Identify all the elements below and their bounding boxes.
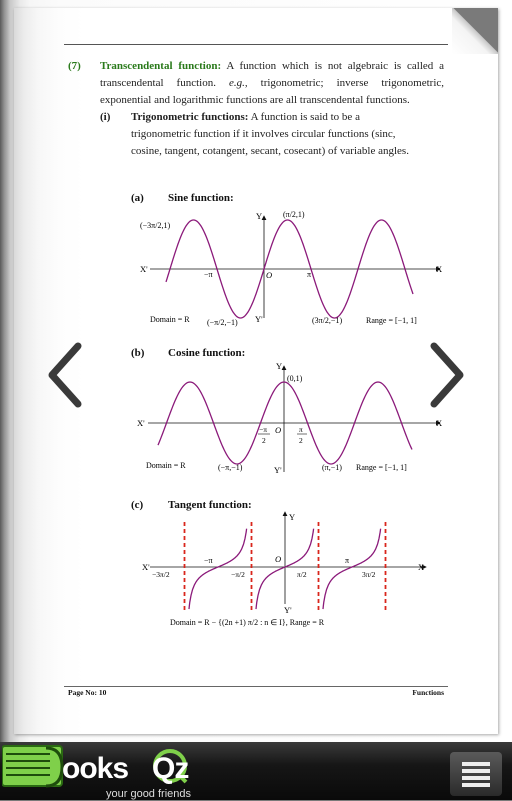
subsection-number: (i): [100, 111, 111, 123]
next-page-button[interactable]: [424, 340, 468, 410]
cosine-point-min-neg: (−π,−1): [218, 463, 243, 472]
cosine-tick-neg-den: 2: [262, 436, 266, 445]
prev-page-button[interactable]: [44, 340, 88, 410]
tangent-title: Tangent function:: [168, 499, 252, 511]
sine-point-min-2: (3π/2,−1): [312, 316, 343, 325]
menu-button[interactable]: [450, 752, 502, 796]
sine-x-neg-label: X': [140, 264, 148, 274]
tangent-graph: [142, 512, 426, 627]
tangent-caption: Domain = R − {(2n +1) π/2 : n ∈ I}, Range = R: [170, 618, 325, 627]
section-title: Transcendental function:: [100, 60, 222, 72]
subsection-title: Trigonometric functions:: [131, 111, 249, 123]
tangent-tick-neg-pi2: −π/2: [231, 570, 245, 579]
sine-label: (a): [131, 192, 144, 204]
cosine-point-min-pos: (π,−1): [322, 463, 342, 472]
cosine-graph: [137, 361, 442, 475]
cosine-title: Cosine function:: [168, 347, 246, 359]
sine-tick-neg-pi: −π: [204, 270, 213, 279]
cosine-point-max: (0,1): [287, 374, 303, 383]
tangent-tick-pi2: π/2: [297, 570, 307, 579]
tangent-y-neg-label: Y': [284, 605, 292, 615]
sine-point-max: (π/2,1): [283, 210, 305, 219]
section-number: (7): [68, 60, 81, 72]
footer-chapter: Functions: [412, 688, 444, 697]
sine-graph: [140, 210, 442, 327]
logo-tagline: your good friends: [106, 788, 191, 800]
sine-domain: Domain = R: [150, 315, 190, 324]
cosine-origin-label: O: [275, 425, 282, 435]
tangent-tick-3pi2: 3π/2: [362, 570, 376, 579]
cosine-label: (b): [131, 347, 145, 359]
logo-wordmark: [62, 752, 188, 786]
tangent-branch: [189, 529, 247, 609]
subsection-line-1-rest: A function is said to be a: [250, 111, 360, 123]
sine-y-label: Y: [256, 211, 263, 221]
tangent-label: (c): [131, 499, 144, 511]
tangent-origin-label: O: [275, 554, 282, 564]
section-line-2-eg: e.g.,: [228, 77, 248, 89]
logo-word-2: Qz: [152, 752, 189, 785]
sine-point-min: (−π/2,−1): [207, 318, 238, 327]
cosine-range: Range = [−1, 1]: [356, 463, 407, 472]
cosine-y-neg-label: Y': [274, 465, 282, 475]
section-line-1-rest: A function which is not algebraic is called a: [226, 60, 444, 72]
tangent-tick-pi: π: [345, 556, 350, 565]
subsection-line-2: trigonometric function if it involves circular functions (sinc,: [131, 128, 396, 140]
footer-rule: [64, 686, 448, 687]
cosine-domain: Domain = R: [146, 461, 186, 470]
tangent-branch: [323, 529, 381, 609]
cosine-tick-neg-num: −π: [259, 425, 268, 434]
sine-range: Range = [−1, 1]: [366, 316, 417, 325]
chevron-left-icon: [44, 340, 88, 410]
sine-point-neg-max: (−3π/2,1): [140, 221, 171, 230]
cosine-x-neg-label: X': [137, 418, 145, 428]
section-line-2-a: transcendental function.: [100, 77, 216, 89]
sine-title: Sine function:: [168, 192, 234, 204]
logo-word-1: ooks: [62, 752, 129, 785]
chevron-right-icon: [424, 340, 468, 410]
tangent-y-label: Y: [289, 512, 296, 522]
cosine-tick-pos-num: π: [299, 425, 303, 434]
menu-icon: [450, 752, 502, 796]
sine-y-neg-label: Y': [255, 314, 263, 324]
subsection-line-3: cosine, tangent, cotangent, secant, cosecant) of variable angles.: [131, 145, 409, 157]
section-line-3: exponential and logarithmic functions are all transcendental functions.: [100, 94, 410, 106]
cosine-x-label: X: [436, 418, 443, 428]
footer-page-number: Page No: 10: [68, 688, 107, 697]
sine-origin-label: O: [266, 270, 273, 280]
sine-tick-pi: π: [307, 270, 312, 279]
cosine-y-label: Y: [276, 361, 283, 371]
tangent-x-neg-label: X': [142, 562, 150, 572]
tangent-tick-neg-pi: −π: [204, 556, 213, 565]
sine-x-label: X: [436, 264, 443, 274]
cosine-tick-pos-den: 2: [299, 436, 303, 445]
section-line-2-b: trigonometric; inverse trigonometric,: [260, 77, 445, 89]
tangent-x-label: X: [418, 562, 425, 572]
tangent-tick-neg-3pi2: −3π/2: [152, 570, 170, 579]
